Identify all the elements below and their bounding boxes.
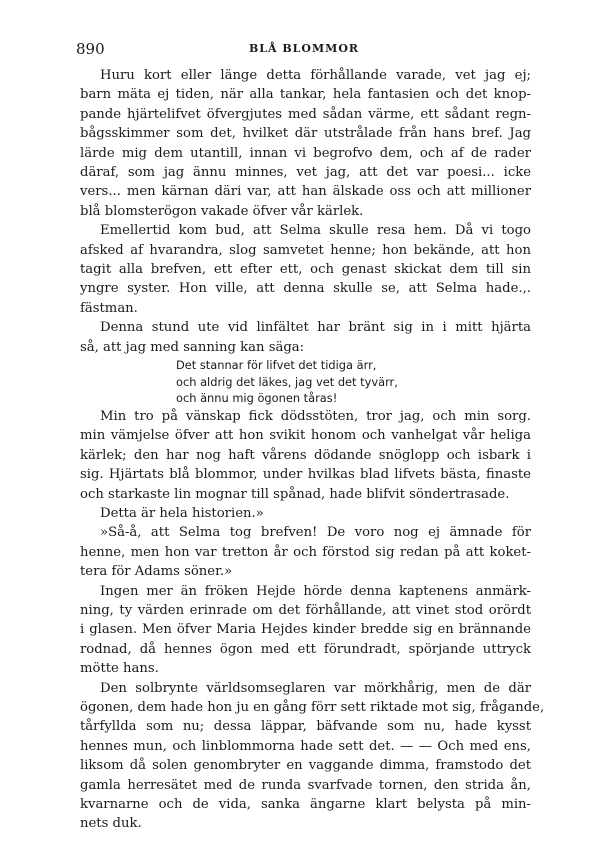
page-number: 890	[76, 40, 105, 58]
text-block-b	[80, 407, 545, 834]
text-line: ning, ty värden erinrade om det förhållande, att vinet stod orördt	[80, 602, 531, 618]
text-line: tagit alla brefven, ett efter ett, och genast skickat dem till sin	[80, 262, 531, 278]
text-line: »Så-å, att Selma tog brefven! De voro nog ej ämnade för	[100, 525, 531, 541]
text-line: rodnad, då hennes ögon med ett förundradt, spörjande uttryck	[80, 641, 531, 657]
text-line: blå blomsterögon vakade öfver vår kärlek.	[80, 203, 364, 219]
poem-line: och aldrig det läkes, jag vet det tyvärr,	[176, 374, 398, 389]
text-line: så, att jag med sanning kan säga:	[80, 339, 305, 355]
text-line: gamla herresätet med de runda svarfvade tornen, den strida ån,	[80, 777, 531, 793]
text-line: däraf, som jag ännu minnes, vet jag, att det var poesi... icke	[80, 165, 531, 181]
text-line: mötte hans.	[80, 661, 159, 677]
paragraph-p2	[80, 221, 531, 318]
poem-line: Det stannar för lifvet det tidiga ärr,	[176, 358, 377, 373]
text-line: Ingen mer än fröken Hejde hörde denna kaptenens anmärk-	[100, 583, 531, 599]
text-line: tera för Adams söner.»	[80, 564, 233, 580]
text-line: lärde mig dem utantill, innan vi begrofvo dem, och af de rader	[80, 145, 531, 161]
text-line: i glasen. Men öfver Maria Hejdes kinder bredde sig en brännande	[80, 622, 531, 638]
text-line: fästman.	[80, 300, 138, 316]
page-header	[76, 40, 532, 62]
poem-quote	[176, 357, 531, 407]
paragraph-p5	[80, 504, 531, 523]
text-line: hennes mun, och linblommorna hade sett det. — — Och med ens,	[80, 738, 531, 754]
text-line: bågsskimmer som det, hvilket där utstrålade från hans bref. Jag	[80, 126, 531, 142]
text-line: kärlek; den har nog haft vårens dödande snöglopp och isbark i	[80, 447, 531, 463]
paragraph-p6	[80, 523, 531, 581]
text-line: liksom då solen genombryter en vaggande dimma, framstodo det	[80, 758, 531, 774]
text-line: min vämjelse öfver att hon svikit honom och vanhelgat vår heliga	[80, 428, 531, 444]
text-line: Detta är hela historien.»	[100, 505, 264, 521]
text-line: barn mäta ej tiden, när alla tankar, hela fantasien och det knop-	[80, 87, 531, 103]
text-line: Emellertid kom bud, att Selma skulle resa hem. Då vi togo	[100, 223, 531, 239]
text-line: sig. Hjärtats blå blommor, under hvilkas blad lifvets bästa, finaste	[80, 467, 531, 483]
running-title: BLÅ BLOMMOR	[248, 42, 360, 55]
text-line: afsked af hvarandra, slog samvetet henne; hon bekände, att hon	[80, 242, 531, 258]
paragraph-p7	[80, 582, 531, 679]
poem-line: och ännu mig ögonen tåras!	[176, 391, 338, 406]
text-line: kvarnarne och de vida, sanka ängarne klart belysta på min-	[80, 797, 531, 812]
text-line: yngre syster. Hon ville, att denna skulle se, att Selma hade.,.	[80, 281, 531, 297]
text-line: henne, men hon var tretton år och förstod sig redan på att koket-	[80, 544, 531, 560]
text-line: och starkaste lin mognar till spånad, hade blifvit söndertrasade.	[80, 486, 510, 502]
text-line: Denna stund ute vid linfältet har bränt sig in i mitt hjärta	[100, 320, 531, 336]
text-line: ögonen, dem hade hon ju en gång förr sett riktade mot sig, frågande,	[80, 699, 545, 715]
paragraph-p4	[80, 407, 531, 504]
text-line: pande hjärtelifvet öfvergjutes med sådan värme, ett sådant regn-	[80, 106, 531, 122]
paragraph-p1	[80, 66, 531, 221]
text-line: nets duk.	[80, 816, 142, 832]
text-line: Min tro på vänskap fick dödsstöten, tror jag, och min sorg.	[100, 408, 531, 424]
paragraph-p8	[80, 679, 545, 834]
text-line: Huru kort eller länge detta förhållande varade, vet jag ej;	[100, 68, 531, 83]
text-line: Den solbrynte världsomseglaren var mörkhårig, men de där	[100, 680, 531, 696]
page-body	[80, 66, 545, 834]
text-line: tårfyllda som nu; dessa läppar, bäfvande som nu, hade kysst	[80, 719, 531, 735]
text-block-a	[80, 66, 531, 357]
paragraph-p3	[80, 318, 531, 357]
text-line: vers... men kärnan däri var, att han älskade oss och att millioner	[80, 184, 531, 200]
